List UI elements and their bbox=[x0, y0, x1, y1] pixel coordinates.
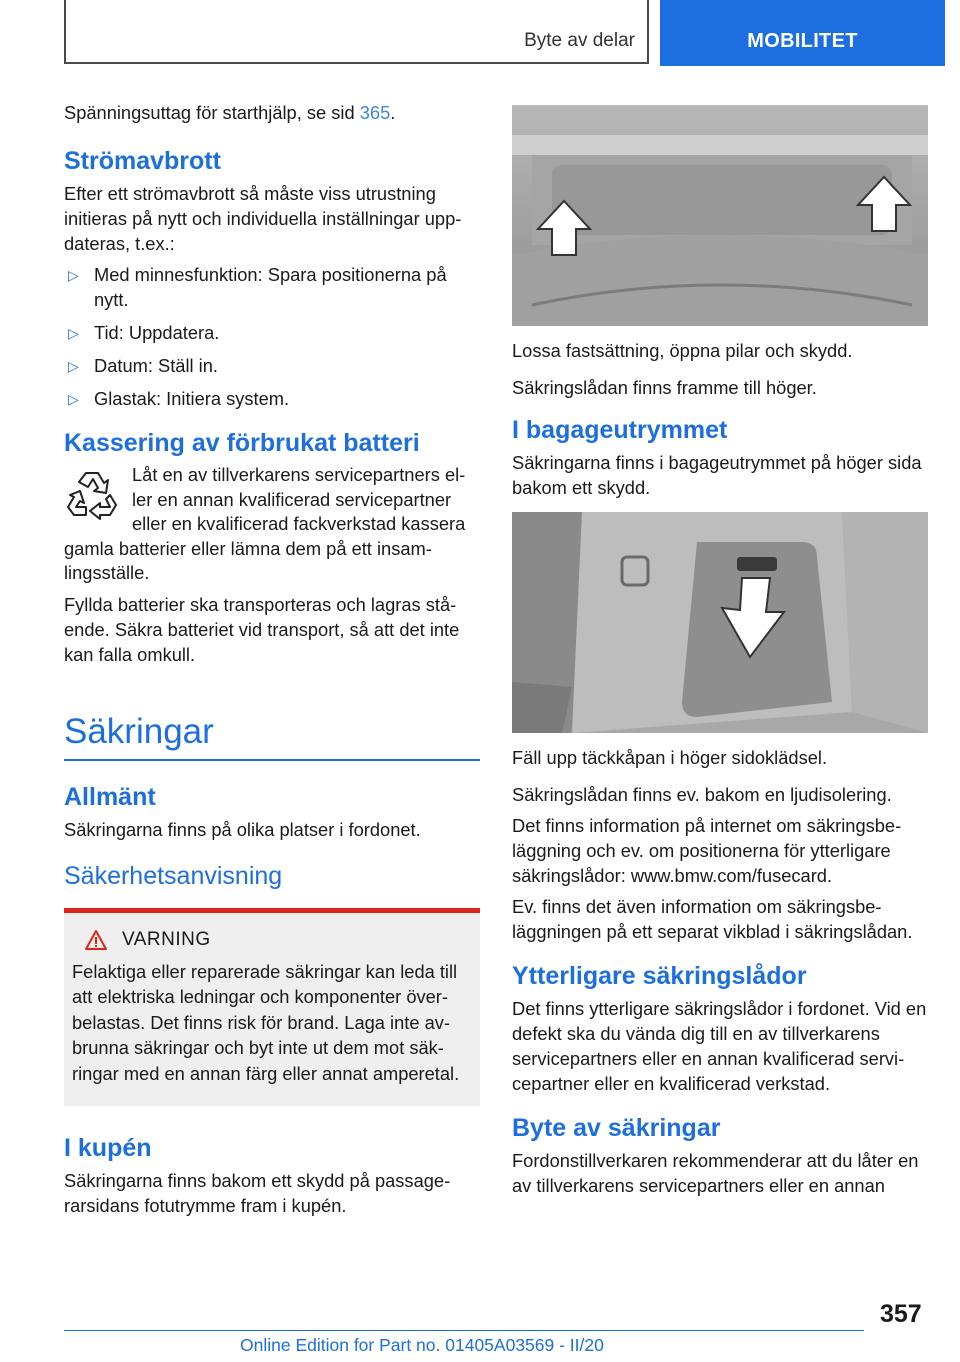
page-number: 357 bbox=[880, 1300, 922, 1328]
cabin-fuse-illustration bbox=[512, 105, 928, 326]
list-item bbox=[64, 386, 480, 411]
disposal-block bbox=[64, 463, 480, 586]
warning-title: VARNING bbox=[122, 928, 211, 950]
list-item-text: Datum: Ställ in. bbox=[94, 355, 218, 376]
list-item-text: Tid: Uppdatera. bbox=[94, 322, 220, 343]
intro-paragraph bbox=[64, 100, 480, 125]
cabin-fuse-photo bbox=[512, 105, 928, 326]
trunk-fuse-illustration bbox=[512, 512, 928, 733]
intro-text: Spänningsuttag för starthjälp, se sid bbox=[64, 102, 360, 123]
right-text-3: Det finns information på internet om säkringsbe-läggning och ev. om positionerna för ytterligare säkringslådor: www.bmw.com/fusecard. bbox=[512, 815, 902, 886]
list-item bbox=[64, 353, 480, 378]
list-item-text: Glastak: Initiera system. bbox=[94, 388, 290, 409]
header-chapter-tab bbox=[660, 0, 945, 66]
header-chapter-title: MOBILITET bbox=[747, 30, 858, 52]
safety-heading: Säkerhetsanvisning bbox=[64, 861, 283, 890]
header-section-title: Byte av delar bbox=[524, 30, 635, 51]
bullet-triangle-icon: ▷ bbox=[68, 358, 79, 374]
photo-caption-1: Lossa fastsättning, öppna pilar och skydd. bbox=[512, 340, 853, 361]
intro-end: . bbox=[390, 102, 396, 123]
right-text-4: Ev. finns det även information om säkringsbe-läggningen på ett separat vikblad i säkringslådan. bbox=[512, 896, 913, 942]
extra-fuses-text: Det finns ytterligare säkringslådor i fordonet. Vid en defekt ska du vända dig till en av tillverkarens servicepartners eller en annan kvalificerad servi-cepartner eller en kvalificerad verkstad. bbox=[512, 998, 927, 1094]
power-outage-text: Efter ett strömavbrott så måste viss utrustning initieras på nytt och individuella inställningar upp-dateras, t.ex.: bbox=[64, 183, 462, 254]
replace-fuses-text: Fordonstillverkaren rekommenderar att du låter en av tillverkarens servicepartners eller en annan bbox=[512, 1150, 919, 1196]
right-text-1: Säkringslådan finns framme till höger. bbox=[512, 377, 817, 398]
list-item bbox=[64, 320, 480, 345]
list-item bbox=[64, 262, 480, 312]
warning-text: Felaktiga eller reparerade säkringar kan leda till att elektriska ledningar och komponenter över-belastas. Det finns risk för brand. Laga inte av-brunna säkringar och byt inte ut dem mot säk-ringar med en annan färg eller annat amperetal. bbox=[72, 960, 460, 1084]
right-text-2: Säkringslådan finns ev. bakom en ljudisolering. bbox=[512, 784, 892, 805]
photo-caption-2: Fäll upp täckkåpan i höger sidoklädsel. bbox=[512, 747, 828, 768]
header-section-box bbox=[64, 0, 649, 64]
warning-header bbox=[72, 929, 472, 951]
footer-edition bbox=[240, 1335, 604, 1356]
warning-box bbox=[64, 908, 480, 1107]
disposal-text-2: Fyllda batterier ska transporteras och lagras stå-ende. Säkra batteriet vid transport, så att det inte kan falla omkull. bbox=[64, 593, 460, 665]
general-text: Säkringarna finns på olika platser i fordonet. bbox=[64, 818, 421, 840]
list-item-text: Med minnesfunktion: Spara positionerna på nytt. bbox=[94, 264, 447, 310]
cabin-text: Säkringarna finns bakom ett skydd på passage-rarsidans fotutrymme fram i kupén. bbox=[64, 1170, 451, 1216]
bullet-triangle-icon: ▷ bbox=[68, 267, 79, 283]
page-link-365[interactable]: 365 bbox=[359, 102, 391, 123]
power-outage-heading: Strömavbrott bbox=[64, 147, 221, 175]
extra-fuses-heading: Ytterligare säkringslådor bbox=[512, 962, 807, 990]
trunk-text: Säkringarna finns i bagageutrymmet på höger sida bakom ett skydd. bbox=[512, 452, 922, 498]
footer-edition-text: Online Edition for Part no. 01405A03569 - II/20 bbox=[240, 1335, 604, 1355]
general-heading: Allmänt bbox=[64, 782, 156, 811]
warning-triangle-icon bbox=[84, 929, 108, 951]
power-outage-list bbox=[64, 262, 480, 411]
replace-fuses-heading: Byte av säkringar bbox=[512, 1114, 721, 1142]
bullet-triangle-icon: ▷ bbox=[68, 391, 79, 407]
bullet-triangle-icon: ▷ bbox=[68, 325, 79, 341]
cabin-heading: I kupén bbox=[64, 1134, 152, 1162]
left-column bbox=[64, 100, 480, 1224]
trunk-heading: I bagageutrymmet bbox=[512, 416, 728, 444]
footer-divider bbox=[64, 1330, 864, 1331]
recycling-icon bbox=[64, 465, 120, 521]
disposal-heading: Kassering av förbrukat batteri bbox=[64, 429, 420, 457]
disposal-text-1: Låt en av tillverkarens servicepartners el-ler en annan kvalificerad servicepartner eller en kvalificerad fackverkstad kassera gamla batterier eller lämna dem på ett insam-lingsställe. bbox=[64, 464, 466, 583]
fuses-title: Säkringar bbox=[64, 711, 480, 761]
right-column bbox=[512, 105, 928, 1204]
trunk-fuse-photo bbox=[512, 512, 928, 733]
